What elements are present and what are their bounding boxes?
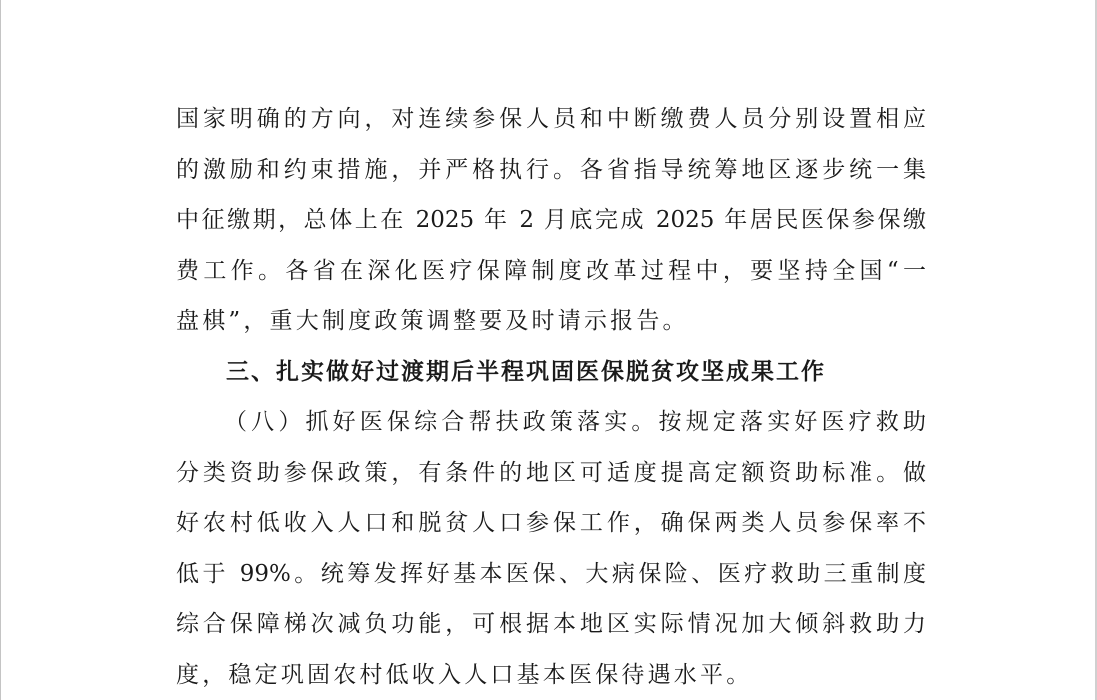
paragraph-line: 国家明确的方向，对连续参保人员和中断缴费人员分别设置相应 [176, 106, 926, 132]
paragraph-line: 费工作。各省在深化医疗保障制度改革过程中，要坚持全国“一 [176, 257, 926, 284]
paragraph-line: 盘棋”，重大制度政策调整要及时请示报告。 [176, 308, 689, 334]
page-left-edge [0, 0, 1, 700]
section-heading: 三、扎实做好过渡期后半程巩固医保脱贫攻坚成果工作 [226, 358, 826, 385]
paragraph-line: 中征缴期，总体上在 2025 年 2 月底完成 2025 年居民医保参保缴 [176, 207, 926, 233]
paragraph-line: 综合保障梯次减负功能，可根据本地区实际情况加大倾斜救助力 [176, 611, 926, 637]
document-body [176, 94, 926, 700]
paragraph-line: （八）抓好医保综合帮扶政策落实。按规定落实好医疗救助 [224, 409, 926, 435]
paragraph-line: 的激励和约束措施，并严格执行。各省指导统筹地区逐步统一集 [176, 156, 926, 183]
paragraph-line: 好农村低收入人口和脱贫人口参保工作，确保两类人员参保率不 [176, 510, 926, 536]
paragraph-line: 度，稳定巩固农村低收入人口基本医保待遇水平。 [176, 661, 753, 688]
paragraph-line: 低于 99%。统筹发挥好基本医保、大病保险、医疗救助三重制度 [176, 560, 926, 587]
paragraph-line: 分类资助参保政策，有条件的地区可适度提高定额资助标准。做 [176, 459, 926, 486]
